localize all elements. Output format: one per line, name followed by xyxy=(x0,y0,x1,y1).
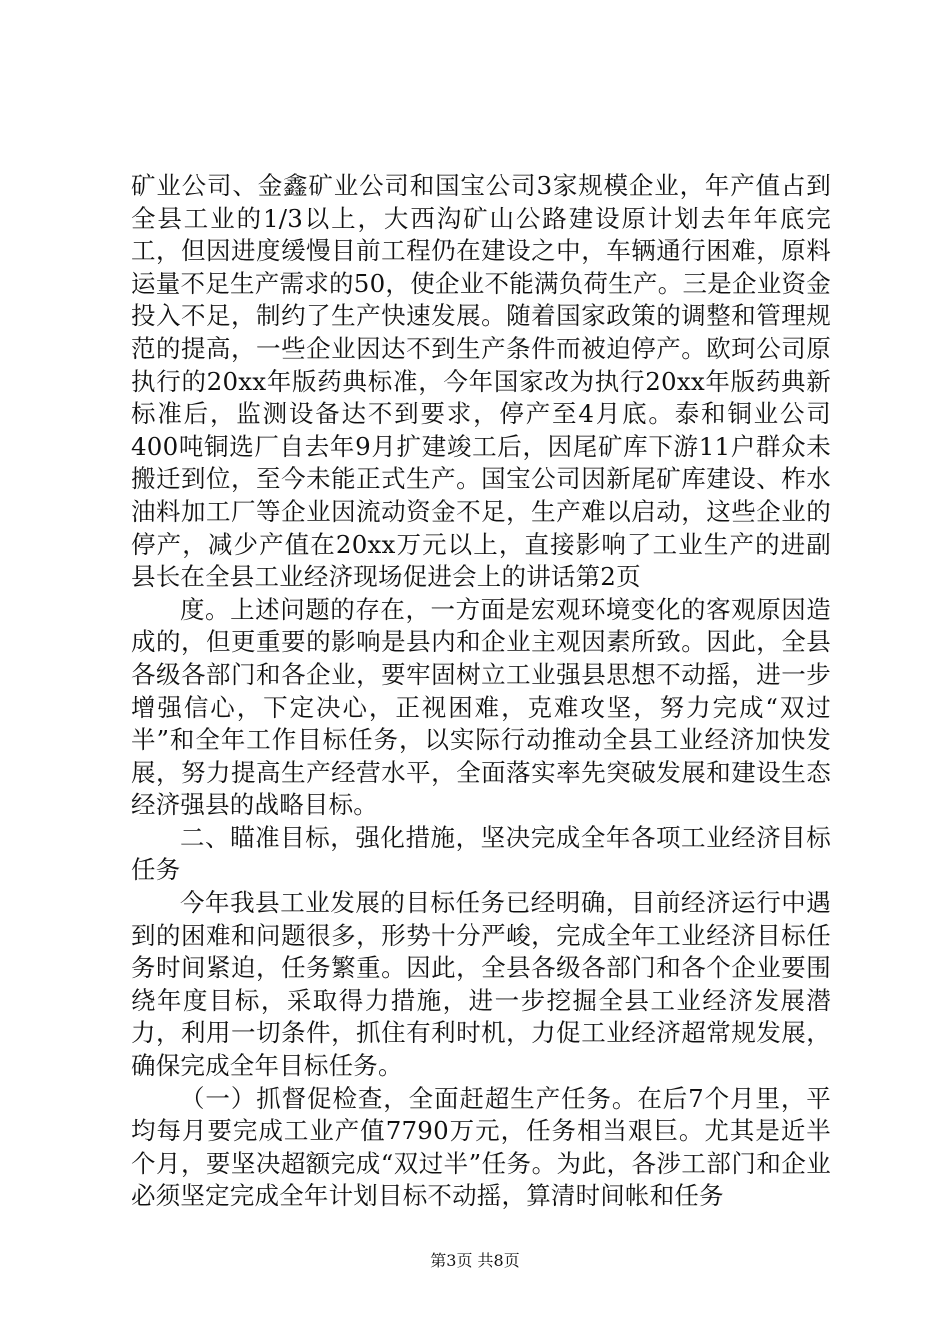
paragraph-1: 矿业公司、金鑫矿业公司和国宝公司3家规模企业，年产值占到全县工业的1/3以上，大西沟矿山公路建设原计划去年年底完工，但因进度缓慢目前工程仍在建设之中，车辆通行困难，原料运量不足生产需求的50，使企业不能满负荷生产。三是企业资金投入不足，制约了生产快速发展。随着国家政策的调整和管理规范的提高，一些企业因达不到生产条件而被迫停产。欧珂公司原执行的20xx年版药典标准，今年国家改为执行20xx年版药典新标准后，监测设备达不到要求，停产至4月底。泰和铜业公司400吨铜选厂自去年9月扩建竣工后，因尾矿库下游11户群众未搬迁到位，至今未能正式生产。国宝公司因新尾矿库建设、柞水油料加工厂等企业因流动资金不足，生产难以启动，这些企业的停产，减少产值在20xx万元以上，直接影响了工业生产的进副县长在全县工业经济现场促进会上的讲话第2页 xyxy=(131,171,831,592)
paragraph-3: 今年我县工业发展的目标任务已经明确，目前经济运行中遇到的困难和问题很多，形势十分严峻，完成全年工业经济目标任务时间紧迫，任务繁重。因此，全县各级各部门和各个企业要围绕年度目标，采取得力措施，进一步挖掘全县工业经济发展潜力，利用一切条件，抓住有利时机，力促工业经济超常规发展，确保完成全年目标任务。 xyxy=(131,888,831,1081)
section-heading: 二、瞄准目标，强化措施，坚决完成全年各项工业经济目标任务 xyxy=(131,822,831,885)
document-body xyxy=(131,170,831,1213)
paragraph-2: 度。上述问题的存在，一方面是宏观环境变化的客观原因造成的，但更重要的影响是县内和企业主观因素所致。因此，全县各级各部门和各企业，要牢固树立工业强县思想不动摇，进一步增强信心，下定决心，正视困难，克难攻坚，努力完成“双过半”和全年工作目标任务，以实际行动推动全县工业经济加快发展，努力提高生产经营水平，全面落实率先突破发展和建设生态经济强县的战略目标。 xyxy=(131,594,831,820)
paragraph-4: （一）抓督促检查，全面赶超生产任务。在后7个月里，平均每月要完成工业产值7790万元，任务相当艰巨。尤其是近半个月，要坚决超额完成“双过半”任务。为此，各涉工部门和企业必须坚定完成全年计划目标不动摇，算清时间帐和任务 xyxy=(131,1083,831,1211)
page-footer: 第3页 共8页 xyxy=(430,1251,520,1270)
